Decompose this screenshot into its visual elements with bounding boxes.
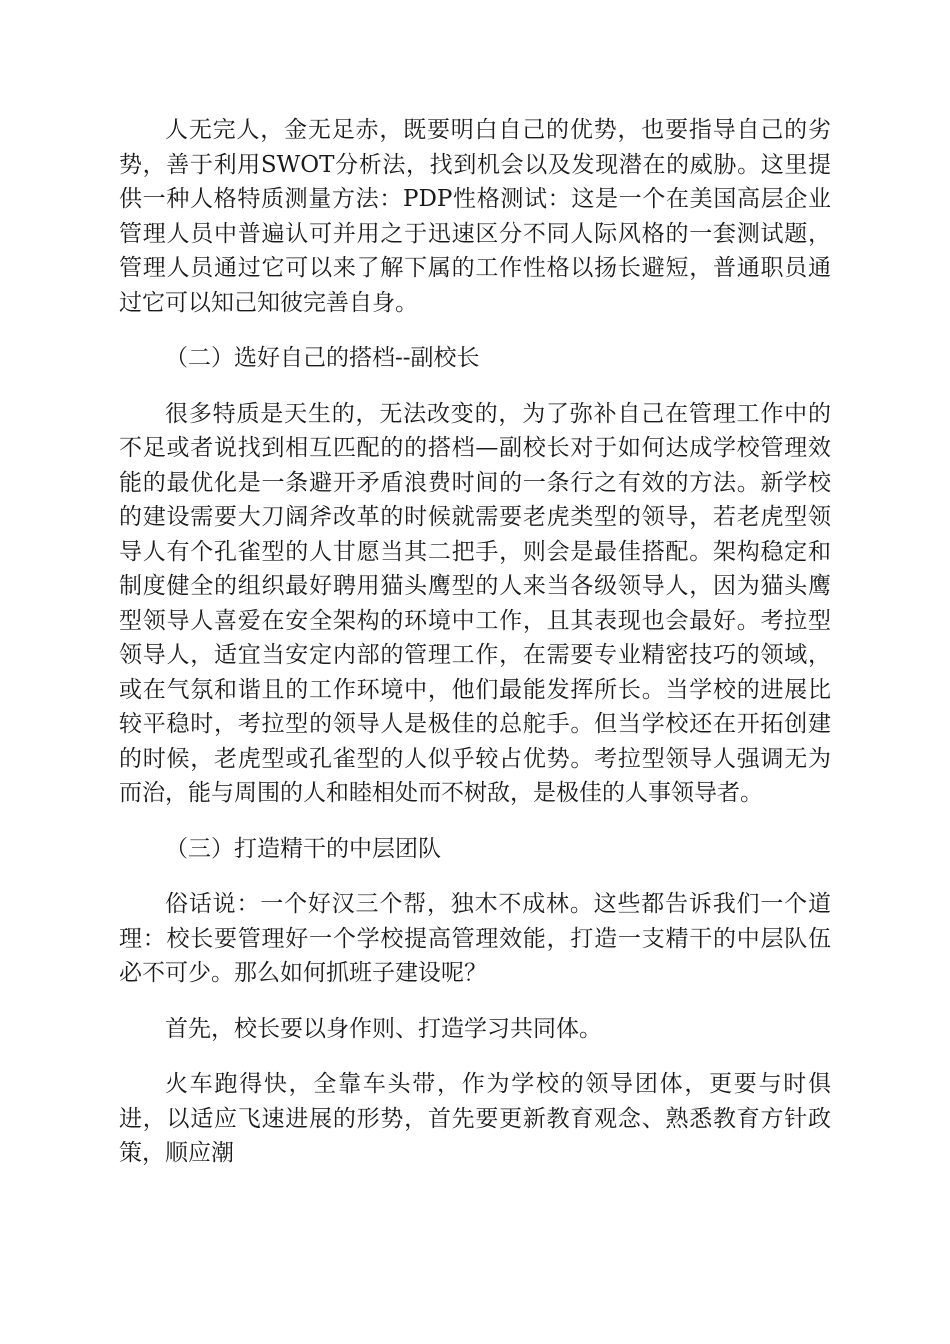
paragraph-lead-by-example: 首先，校长要以身作则、打造学习共同体。 [165, 1015, 602, 1042]
section-heading-middle-team: （三）打造精干的中层团队 [165, 835, 441, 862]
document-body [119, 113, 831, 1192]
section-heading-deputy-principal: （二）选好自己的搭档--副校长 [165, 345, 480, 371]
paragraph-leadership-types: 很多特质是天生的，无法改变的，为了弥补自己在管理工作中的不足或者说找到相互匹配的的搭档—副校长对于如何达成学校管理效能的最优化是一条避开矛盾浪费时间的一条行之有效的方法。新学校的建设需要大刀阔斧改革的时候就需要老虎类型的领导，若老虎型领导人有个孔雀型的人甘愿当其二把手，则会是最佳搭配。架构稳定和制度健全的组织最好聘用猫头鹰型的人来当各级领导人，因为猫头鹰型领导人喜爱在安全架构的环境中工作，且其表现也会最好。考拉型领导人，适宜当安定内部的管理工作，在需要专业精密技巧的领域，或在气氛和谐且的工作环境中，他们最能发挥所长。当学校的进展比较平稳时，考拉型的领导人是极佳的总舵手。但当学校还在开拓创建的时候，老虎型或孔雀型的人似乎较占优势。考拉型领导人强调无为而治，能与周围的人和睦相处而不树敌，是极佳的人事领导者。 [119, 400, 831, 806]
paragraph-train-analogy: 火车跑得快，全靠车头带，作为学校的领导团体，更要与时俱进，以适应飞速进展的形势，首先要更新教育观念、熟悉教育方针政策，顺应潮 [119, 1071, 831, 1166]
paragraph-team-building: 俗话说：一个好汉三个帮，独木不成林。这些都告诉我们一个道理：校长要管理好一个学校提高管理效能，打造一支精干的中层队伍必不可少。那么如何抓班子建设呢？ [119, 891, 831, 986]
paragraph-pdp-test: 人无完人，金无足赤，既要明白自己的优势，也要指导自己的劣势，善于利用SWOT分析法，找到机会以及发现潜在的威胁。这里提供一种人格特质测量方法：PDP性格测试：这是一个在美国高层企业管理人员中普遍认可并用之于迅速区分不同人际风格的一套测试题，管理人员通过它可以来了解下属的工作性格以扬长避短，普通职员通过它可以知己知彼完善自身。 [119, 117, 831, 316]
